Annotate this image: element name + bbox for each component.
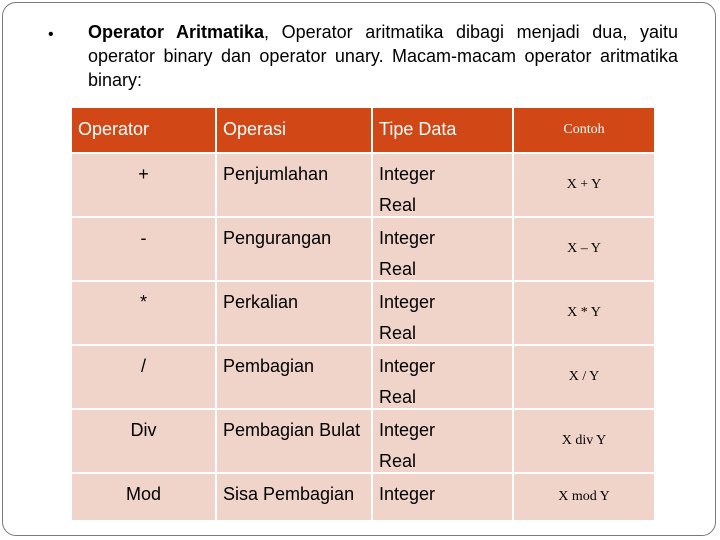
header-tipe-data: Tipe Data xyxy=(373,108,514,152)
contoh-text: X * Y xyxy=(567,305,601,320)
table-row xyxy=(72,472,654,520)
contoh-text: X mod Y xyxy=(558,489,610,504)
contoh-text: X – Y xyxy=(567,241,601,256)
contoh-text: X / Y xyxy=(568,369,600,384)
header-operator: Operator xyxy=(72,108,217,152)
cell-operasi: Pembagian xyxy=(217,344,373,408)
table-row xyxy=(72,216,654,280)
cell-operator: / xyxy=(72,344,217,408)
tipe-integer: Integer xyxy=(379,292,436,312)
contoh-text: X + Y xyxy=(566,177,602,192)
cell-operasi: Perkalian xyxy=(217,280,373,344)
cell-operasi: Sisa Pembagian xyxy=(217,472,373,520)
table-header-row xyxy=(72,108,654,152)
table-row xyxy=(72,152,654,216)
cell-contoh xyxy=(514,408,654,472)
cell-contoh xyxy=(514,472,654,520)
tipe-integer: Integer xyxy=(379,484,436,504)
tipe-real: Real xyxy=(379,195,417,215)
tipe-real: Real xyxy=(379,387,417,407)
tipe-real: Real xyxy=(379,451,417,471)
cell-operator: * xyxy=(72,280,217,344)
cell-tipe-data xyxy=(373,152,514,216)
header-operasi: Operasi xyxy=(217,108,373,152)
tipe-integer: Integer xyxy=(379,356,436,376)
operator-table xyxy=(72,108,654,520)
intro-paragraph xyxy=(88,20,678,92)
cell-contoh xyxy=(514,152,654,216)
cell-tipe-data xyxy=(373,344,514,408)
tipe-integer: Integer xyxy=(379,420,436,440)
intro-title: Operator Aritmatika xyxy=(88,22,265,42)
tipe-real: Real xyxy=(379,259,417,279)
cell-contoh xyxy=(514,344,654,408)
bullet-marker: • xyxy=(48,26,54,43)
cell-operasi: Pembagian Bulat xyxy=(217,408,373,472)
table-row xyxy=(72,344,654,408)
cell-contoh xyxy=(514,280,654,344)
table-row xyxy=(72,408,654,472)
table-row xyxy=(72,280,654,344)
cell-operasi: Pengurangan xyxy=(217,216,373,280)
header-contoh: Contoh xyxy=(514,108,654,152)
cell-tipe-data xyxy=(373,408,514,472)
cell-operator: + xyxy=(72,152,217,216)
cell-operator: - xyxy=(72,216,217,280)
tipe-real: Real xyxy=(379,323,417,343)
cell-tipe-data xyxy=(373,216,514,280)
intro-text: , Operator aritmatika dibagi menjadi dua, yaitu operator binary dan operator unary. Macam-macam operator aritmatika binary: xyxy=(88,22,678,90)
cell-contoh xyxy=(514,216,654,280)
cell-operator: Div xyxy=(72,408,217,472)
cell-operasi: Penjumlahan xyxy=(217,152,373,216)
tipe-integer: Integer xyxy=(379,164,436,184)
cell-tipe-data xyxy=(373,472,514,520)
contoh-text: X div Y xyxy=(561,433,607,448)
cell-operator: Mod xyxy=(72,472,217,520)
tipe-integer: Integer xyxy=(379,228,436,248)
cell-tipe-data xyxy=(373,280,514,344)
